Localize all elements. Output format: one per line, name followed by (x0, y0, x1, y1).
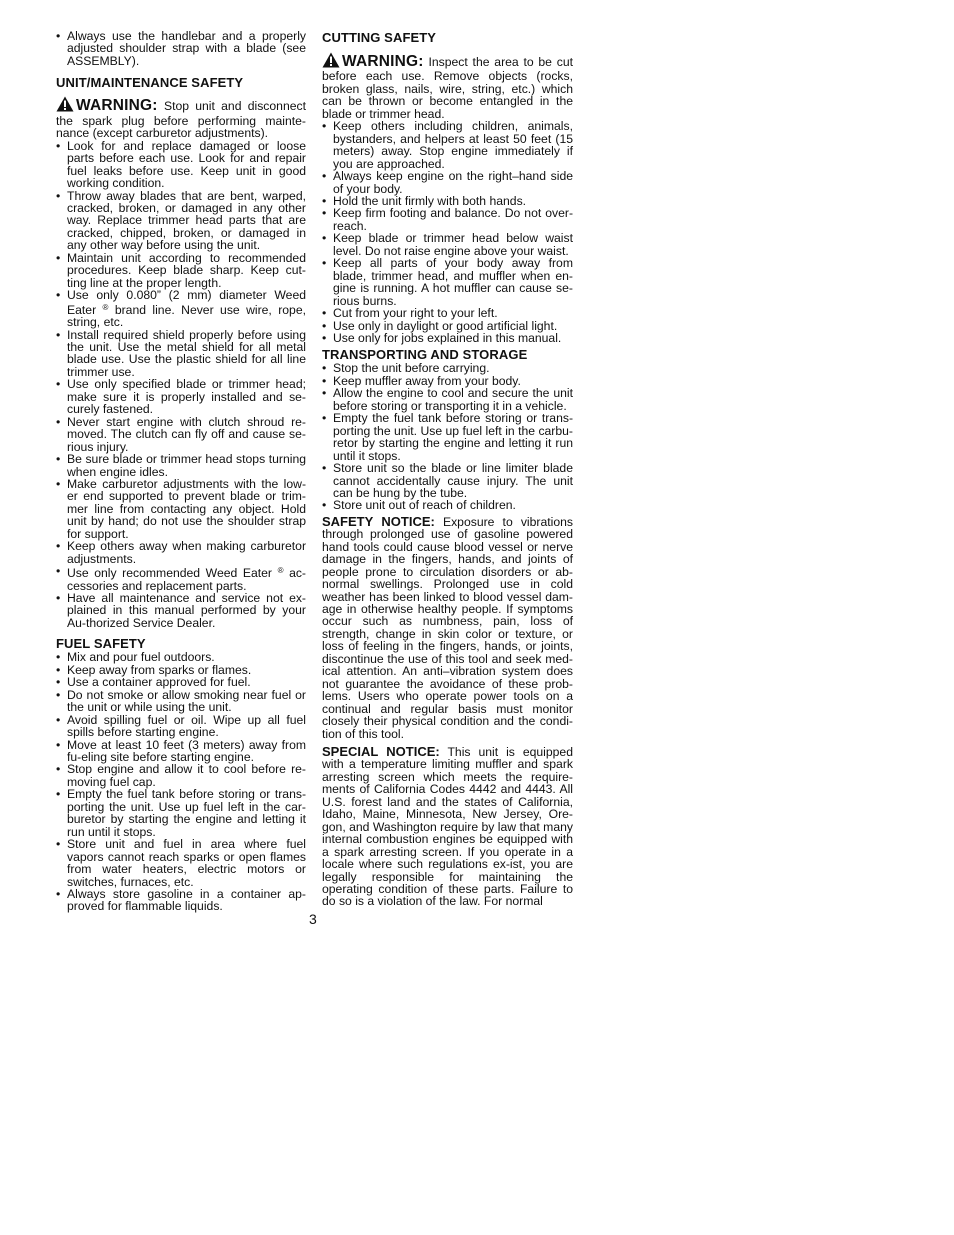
safety-notice (322, 513, 573, 741)
list-item: • Use only in daylight or good artificial light. (322, 320, 573, 332)
list-item: • Mix and pour fuel outdoors. (56, 651, 306, 663)
warning-triangle-icon (322, 52, 340, 70)
list-item: • Hold the unit firmly with both hands. (322, 195, 573, 207)
list-item: • Keep blade or trimmer head below waist level. Do not raise engine above your waist. (322, 232, 573, 257)
unit-warning-text: Stop unit and disconnect the spark plug before performing mainte-nance (except carburetor adjustments). (56, 99, 306, 141)
list-item: • Store unit so the blade or line limiter blade cannot accidentally cause injury. The unit can be hung by the tube. (322, 462, 573, 499)
cutting-safety-heading: CUTTING SAFETY (322, 30, 437, 45)
transporting-storage-heading: TRANSPORTING AND STORAGE (322, 347, 528, 363)
list-item: • Stop engine and allow it to cool before re-moving fuel cap. (56, 763, 306, 788)
warning-triangle-icon (56, 96, 74, 114)
list-item: • Avoid spilling fuel or oil. Wipe up all fuel spills before starting engine. (56, 714, 306, 739)
list-item: • Do not smoke or allow smoking near fuel or the unit or while using the unit. (56, 689, 306, 714)
item-text: Use only 0.080” (2 mm) diameter Weed Eater (67, 288, 306, 317)
fuel-safety-heading: FUEL SAFETY (56, 636, 146, 652)
list-item: • Store unit out of reach of children. (322, 499, 573, 511)
transporting-storage-list (322, 362, 573, 511)
fuel-safety-list (56, 651, 306, 913)
list-item: • Use a container approved for fuel. (56, 676, 306, 688)
cutting-warning (322, 52, 573, 120)
list-item: • Cut from your right to your left. (322, 307, 573, 319)
item-text: ac-cessories and replacement parts. (67, 566, 306, 593)
list-item: • Always use the handlebar and a properly adjusted shoulder strap with a blade (see ASSEMBLY). (56, 30, 306, 67)
unit-warning (56, 96, 306, 139)
list-item: • Make carburetor adjustments with the low-er end supported to prevent blade or trim-mer line from contacting any object. Hold unit by hand; do not use the shoulder strap for support. (56, 478, 306, 540)
list-item: • Use only specified blade or trimmer head; make sure it is properly installed and se-curely fastened. (56, 378, 306, 415)
list-item: • Maintain unit according to recommended procedures. Keep blade sharp. Keep cut-ting line at the proper length. (56, 252, 306, 289)
list-item: • Look for and replace damaged or loose parts before each use. Look for and repair fuel leaks before use. Keep unit in good working condition. (56, 140, 306, 190)
registered-mark: ® (102, 302, 109, 312)
cutting-safety-list (322, 120, 573, 344)
registered-mark: ® (277, 566, 284, 576)
special-notice-text: This unit is equipped with a temperature limiting muffler and spark arresting screen which meets the require-ments of California Codes 4442 and 4443. All U.S. forest land and the states of California, Idaho, Maine, Minnesota, New Jersey, Ore-gon, and Washington require by law that many internal combustion engines be equipped with a spark arresting screen. If you operate in a locale where such regulations ex-ist, you are legally responsible for maintaining the operating condition of these parts. Failure to do so is a violation of the law. For normal (322, 745, 573, 909)
page-number: 3 (309, 911, 317, 927)
list-item: • Never start engine with clutch shroud re-moved. The clutch can fly off and cause se-rious injury. (56, 416, 306, 453)
list-item: • Have all maintenance and service not ex-plained in this manual performed by your Au-thorized Service Dealer. (56, 592, 306, 629)
special-notice (322, 746, 573, 908)
safety-notice-text: Exposure to vibrations through prolonged use of gasoline powered hand tools could cause blood vessel or nerve damage in the fingers, hands, and joints of people prone to circulation disorders or ab-normal swellings. Prolonged use in cold weather has been linked to blood vessel dam-age in otherwise healthy people. If symptoms occur such as numbness, pain, loss of strength, change in skin color or texture, or loss of feeling in the fingers, hands, or joints, discontinue the use of this tool and seek med-ical attention. An anti–vibration system does not guarantee the avoidance of these prob-lems. Users who operate power tools on a continual and regular basis must monitor closely their physical condition and the condi-tion of this tool. (322, 514, 573, 741)
list-item: • Be sure blade or trimmer head stops turning when engine idles. (56, 453, 306, 478)
list-item: • Always keep engine on the right–hand side of your body. (322, 170, 573, 195)
unit-maintenance-list (56, 140, 306, 630)
list-item: • Keep others away when making carburetor adjustments. (56, 540, 306, 565)
list-item: • Install required shield properly before using the unit. Use the metal shield for all metal blade use. Use the plastic shield for all line trimmer use. (56, 329, 306, 379)
list-item: • Move at least 10 feet (3 meters) away from fu-eling site before starting engine. (56, 739, 306, 764)
list-item: • Keep others including children, animals, bystanders, and helpers at least 50 feet (15 meters) away. Stop engine immediately if you are approached. (322, 120, 573, 170)
item-text: Use only recommended Weed Eater (67, 566, 272, 581)
item-text: brand line. Never use wire, rope, string, etc. (67, 302, 306, 330)
list-item: • Keep firm footing and balance. Do not over-reach. (322, 207, 573, 232)
unit-maintenance-heading: UNIT/MAINTENANCE SAFETY (56, 75, 244, 91)
list-item: • Always store gasoline in a container ap-proved for flammable liquids. (56, 888, 306, 913)
safety-notice-label: SAFETY NOTICE: (322, 513, 435, 529)
list-item: • Empty the fuel tank before storing or trans-porting the unit. Use up fuel left in the car-buretor by starting the engine and letting it run until it stops. (56, 788, 306, 838)
list-item: • Empty the fuel tank before storing or trans-porting the unit. Use up fuel left in the carbu-retor by starting the engine and letting it run until it stops. (322, 412, 573, 462)
list-item: • Keep muffler away from your body. (322, 375, 573, 387)
special-notice-label: SPECIAL NOTICE: (322, 744, 440, 760)
list-item: • Keep away from sparks or flames. (56, 664, 306, 676)
list-item: • Keep all parts of your body away from blade, trimmer head, and muffler when en-gine is running. A hot muffler can cause se-rious burns. (322, 257, 573, 307)
cutting-warning-label: WARNING: (342, 53, 424, 70)
right-column (322, 30, 573, 908)
cutting-warning-text: Inspect the area to be cut before each use. Remove objects (rocks, broken glass, nails, wire, string, etc.) which can be thrown or become entangled in the blade or trimmer head. (322, 55, 574, 121)
weed-eater-accessory-item (56, 565, 306, 592)
list-item: • Stop the unit before carrying. (322, 362, 573, 374)
list-item: • Use only for jobs explained in this manual. (322, 332, 573, 344)
list-item: • Allow the engine to cool and secure the unit before storing or transporting it in a vehicle. (322, 387, 573, 412)
weed-eater-line-item (56, 289, 306, 328)
intro-list (56, 30, 306, 67)
unit-warning-label: WARNING: (76, 97, 158, 115)
list-item: • Throw away blades that are bent, warped, cracked, broken, or damaged in any other way. Replace trimmer head parts that are cracked, chipped, broken, or damaged in any other way before using the unit. (56, 190, 306, 252)
left-column (56, 30, 306, 913)
list-item: • Store unit and fuel in area where fuel vapors cannot reach sparks or open flames from water heaters, electric motors or switches, furnaces, etc. (56, 838, 306, 888)
